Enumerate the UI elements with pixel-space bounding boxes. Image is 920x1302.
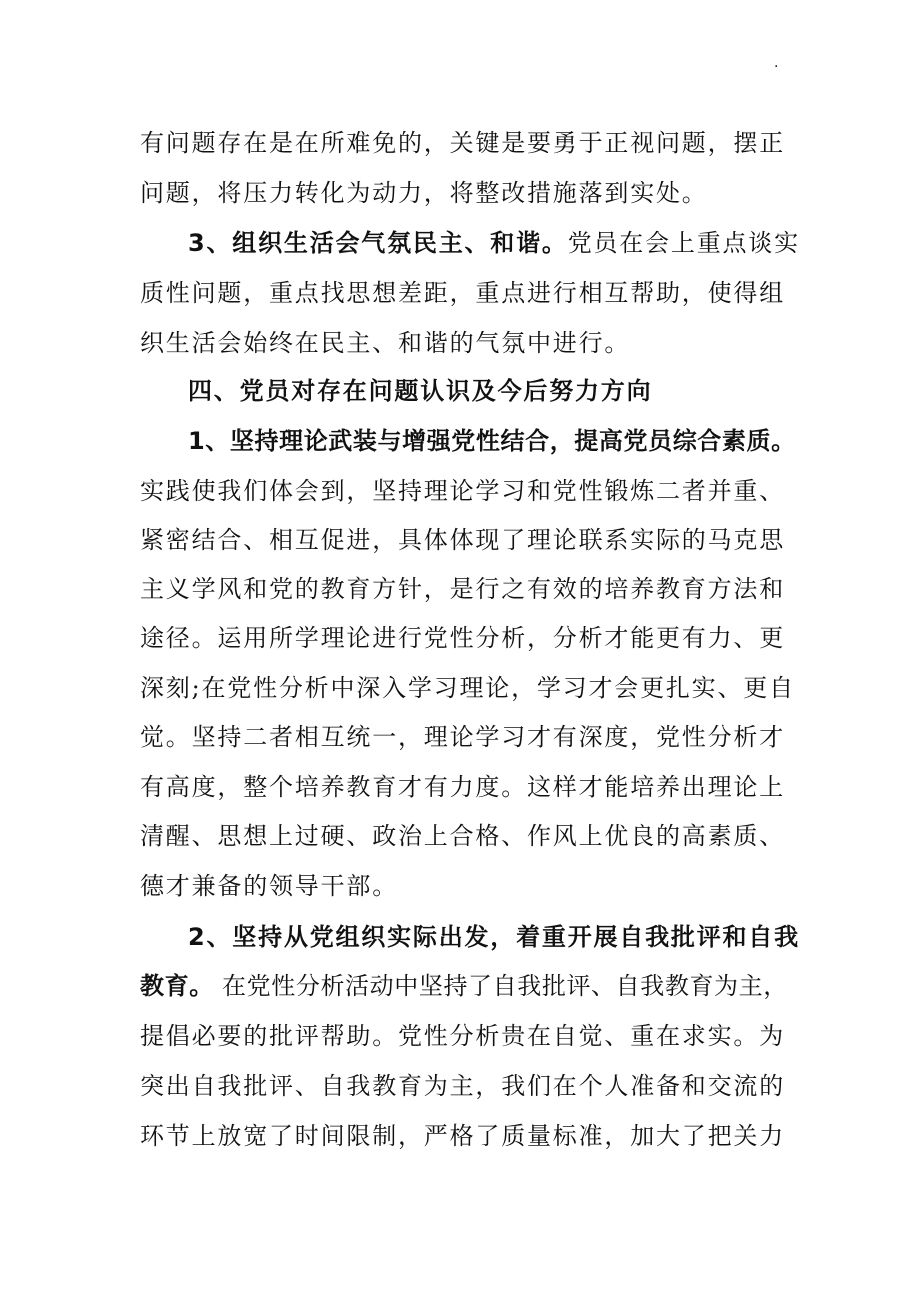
text-line: 质性问题，重点找思想差距，重点进行相互帮助，使得组 (140, 279, 785, 307)
section-heading: 四、党员对存在问题认识及今后努力方向 (188, 377, 653, 405)
text-line: 有问题存在是在所难免的，关键是要勇于正视问题，摆正 (140, 129, 785, 157)
text-line: 环节上放宽了时间限制，严格了质量标准，加大了把关力 (140, 1122, 785, 1150)
text-line: 德才兼备的领导干部。 (140, 872, 398, 900)
text-line: 途径。运用所学理论进行党性分析，分析才能更有力、更 (140, 624, 785, 652)
text-line: 觉。坚持二者相互统一，理论学习才有深度，党性分析才 (140, 723, 785, 751)
text-line: 清醒、思想上过硬、政治上合格、作风上优良的高素质、 (140, 822, 785, 850)
subheading: 3、组织生活会气氛民主、和谐。 (188, 229, 568, 257)
text-line: 提倡必要的批评帮助。党性分析贵在自觉、重在求实。为 (140, 1022, 785, 1050)
text-line: 紧密结合、相互促进，具体体现了理论联系实际的马克思 (140, 526, 785, 554)
subheading-line: 1、坚持理论武装与增强党性结合，提高党员综合素质。 (188, 427, 796, 455)
text-line: 深刻;在党性分析中深入学习理论，学习才会更扎实、更自 (140, 674, 795, 702)
subheading-line: 3、组织生活会气氛民主、和谐。党员在会上重点谈实 (188, 229, 800, 257)
text-line: 有高度，整个培养教育才有力度。这样才能培养出理论上 (140, 773, 785, 801)
text-line: 实践使我们体会到，坚持理论学习和党性锻炼二者并重、 (140, 477, 785, 505)
text-line: 织生活会始终在民主、和谐的气氛中进行。 (140, 329, 631, 357)
subheading-line: 教育。 在党性分析活动中坚持了自我批评、自我教育为主， (140, 972, 788, 1000)
text-line: 突出自我批评、自我教育为主，我们在个人准备和交流的 (140, 1072, 785, 1100)
page-mark: . (774, 55, 779, 71)
text-line: 主义学风和党的教育方针，是行之有效的培养教育方法和 (140, 575, 785, 603)
subheading-line: 2、坚持从党组织实际出发，着重开展自我批评和自我 (188, 923, 800, 951)
text-line: 问题，将压力转化为动力，将整改措施落到实处。 (140, 179, 708, 207)
